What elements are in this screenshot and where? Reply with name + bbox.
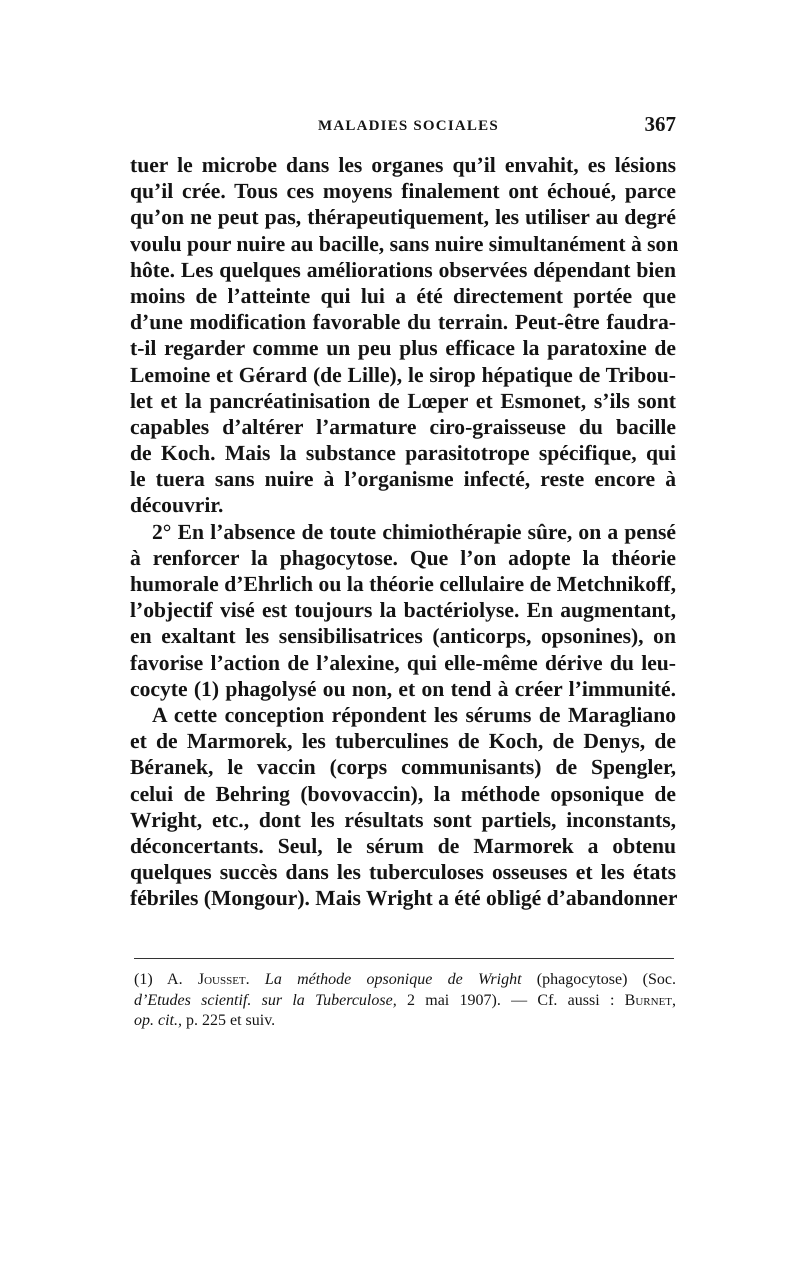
text-line: le tuera sans nuire à l’organisme infecté, reste encore à xyxy=(130,467,676,492)
text-line: 2° En l’absence de toute chimiothérapie sûre, on a pensé xyxy=(152,519,676,544)
text-line: voulu pour nuire au bacille, sans nuire simultanément à son xyxy=(130,231,679,256)
text-line: déconcertants. Seul, le sérum de Marmorek a obtenu xyxy=(130,833,676,858)
text-line: qu’il crée. Tous ces moyens finalement ont échoué, parce xyxy=(130,179,676,204)
footnote-journal: d’Etudes scientif. sur la Tuberculose, xyxy=(134,991,397,1009)
footnote-title: La méthode opsonique de Wright xyxy=(264,971,522,988)
text-line: Béranek, le vaccin (corps communisants) de Spengler, xyxy=(130,755,676,780)
footnote-text: p. 225 et suiv. xyxy=(186,1012,276,1029)
footnote-line xyxy=(134,970,676,991)
text-line: fébriles (Mongour). Mais Wright a été obligé d’abandonner xyxy=(130,886,678,911)
footnote-line xyxy=(134,1011,676,1032)
footnote-text: 2 mai 1907). — Cf. aussi : xyxy=(406,991,615,1009)
footnote-marker: (1) A. xyxy=(134,971,183,988)
text-line: de Koch. Mais la substance parasitotrope spécifique, qui xyxy=(130,441,676,466)
text-line: moins de l’atteinte qui lui a été directement portée que xyxy=(130,283,676,308)
text-line: en exaltant les sensibilisatrices (anticorps, opsonines), on xyxy=(130,624,676,649)
footnote-author: Burnet, xyxy=(624,991,677,1009)
footnote-author: Jousset. xyxy=(197,971,250,988)
footnote-divider xyxy=(134,958,674,959)
text-line: humorale d’Ehrlich ou la théorie cellulaire de Metchnikoff, xyxy=(130,572,676,596)
text-line: let et la pancréatinisation de Lœper et Esmonet, s’ils sont xyxy=(130,388,676,413)
text-line: cocyte (1) phagolysé ou non, et on tend à créer l’immunité. xyxy=(130,676,676,701)
text-line: quelques succès dans les tuberculoses osseuses et les états xyxy=(130,860,676,885)
text-line: tuer le microbe dans les organes qu’il envahit, es lésions xyxy=(130,153,676,177)
text-line: et de Marmorek, les tuberculines de Koch, de Denys, de xyxy=(130,729,676,754)
running-title: MALADIES SOCIALES xyxy=(318,118,499,134)
text-line: à renforcer la phagocytose. Que l’on adopte la théorie xyxy=(130,545,676,570)
text-line: Lemoine et Gérard (de Lille), le sirop hépatique de Tribou- xyxy=(130,362,676,387)
footnote-reference: op. cit., xyxy=(134,1012,182,1029)
footnote xyxy=(134,970,676,1032)
text-line: l’objectif visé est toujours la bactériolyse. En augmentant, xyxy=(130,598,676,623)
text-line: hôte. Les quelques améliorations observées dépendant bien xyxy=(130,257,676,282)
running-head xyxy=(130,112,680,142)
text-line: t-il regarder comme un peu plus efficace la paratoxine de xyxy=(130,336,676,361)
footnote-line xyxy=(134,991,676,1012)
text-line: qu’on ne peut pas, thérapeutiquement, les utiliser au degré xyxy=(130,205,676,230)
text-line: favorise l’action de l’alexine, qui elle-même dérive du leu- xyxy=(130,650,676,675)
text-line: Wright, etc., dont les résultats sont partiels, inconstants, xyxy=(130,807,676,832)
text-line: découvrir. xyxy=(130,493,224,518)
text-line: capables d’altérer l’armature ciro-graisseuse du bacille xyxy=(130,414,676,439)
footnote-text: (phagocytose) (Soc. xyxy=(536,971,677,988)
text-line: d’une modification favorable du terrain. Peut-être faudra- xyxy=(130,310,676,335)
text-line: A cette conception répondent les sérums de Maragliano xyxy=(152,702,676,727)
page-number: 367 xyxy=(644,112,676,136)
text-line: celui de Behring (bovovaccin), la méthode opsonique de xyxy=(130,781,676,806)
body-text xyxy=(130,152,679,911)
